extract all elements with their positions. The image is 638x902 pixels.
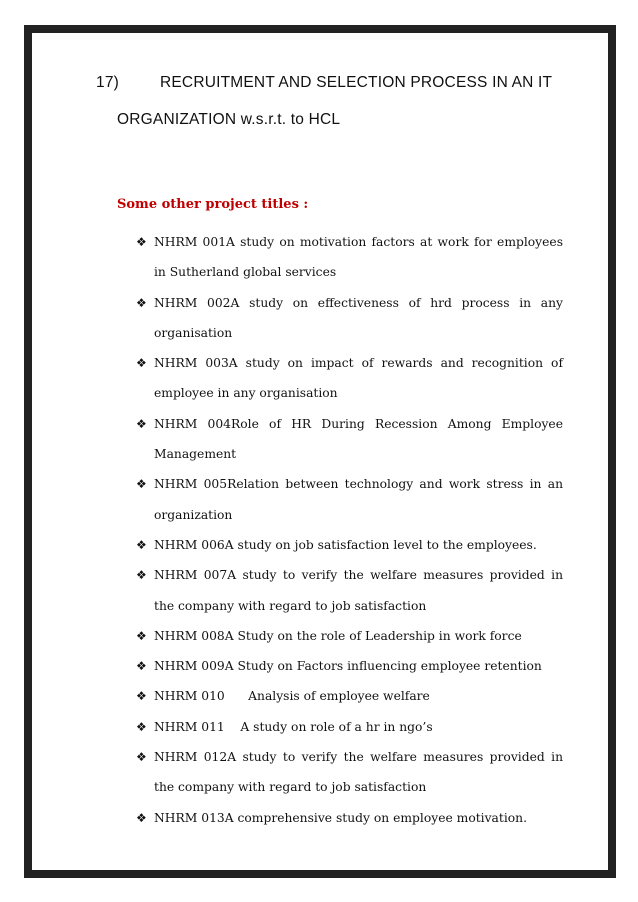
diamond-bullet-icon: ❖ — [136, 568, 147, 583]
project-title-text: NHRM 004Role of HR During Recession Among Employee Management — [154, 416, 563, 462]
diamond-bullet-icon: ❖ — [136, 810, 147, 825]
project-title-text: NHRM 003A study on impact of rewards and recognition of employee in any organisation — [154, 356, 563, 401]
project-title-item — [136, 681, 563, 711]
project-title-text: NHRM 007A study to verify the welfare measures provided in the company with regard to job satisfaction — [154, 568, 563, 613]
diamond-bullet-icon: ❖ — [136, 628, 147, 643]
project-title-item — [136, 742, 563, 803]
diamond-bullet-icon: ❖ — [136, 295, 147, 310]
diamond-bullet-icon: ❖ — [136, 537, 147, 552]
diamond-bullet-icon: ❖ — [136, 356, 147, 371]
diamond-bullet-icon: ❖ — [136, 689, 147, 704]
project-title-text: NHRM 001A study on motivation factors at work for employees in Sutherland global services — [154, 235, 563, 280]
heading-text-1: RECRUITMENT AND SELECTION PROCESS IN AN IT — [160, 74, 553, 91]
project-title-item — [136, 348, 563, 409]
diamond-bullet-icon: ❖ — [136, 659, 147, 674]
project-title-item — [136, 560, 563, 621]
project-title-item — [136, 651, 563, 681]
project-title-item — [136, 530, 563, 560]
project-title-item — [136, 227, 563, 288]
project-title-text: NHRM 011 A study on role of a hr in ngo’s — [154, 719, 433, 734]
diamond-bullet-icon: ❖ — [136, 750, 147, 765]
project-title-text: NHRM 006A study on job satisfaction level to the employees. — [154, 537, 537, 552]
project-title-item — [136, 409, 563, 470]
project-title-text: NHRM 012A study to verify the welfare measures provided in the company with regard to job satisfaction — [154, 750, 563, 795]
project-title-item — [136, 712, 563, 742]
heading-number: 17) — [96, 74, 120, 91]
diamond-bullet-icon: ❖ — [136, 235, 147, 249]
project-title-item — [136, 469, 563, 530]
project-title-text: NHRM 009A Study on Factors influencing employee retention — [154, 659, 542, 674]
project-title-text: NHRM 010 Analysis of employee welfare — [154, 689, 430, 704]
diamond-bullet-icon: ❖ — [136, 719, 147, 734]
project-titles-list — [136, 227, 563, 833]
project-title-item — [136, 621, 563, 651]
project-title-text: NHRM 008A Study on the role of Leadership in work force — [154, 628, 522, 643]
diamond-bullet-icon: ❖ — [136, 477, 147, 492]
heading-line-1 — [96, 74, 566, 92]
project-title-item — [136, 288, 563, 349]
heading-line-2: ORGANIZATION w.s.r.t. to HCL — [117, 111, 341, 128]
project-titles-subheading: Some other project titles : — [117, 197, 309, 212]
project-title-text: NHRM 013A comprehensive study on employee motivation. — [154, 810, 527, 825]
diamond-bullet-icon: ❖ — [136, 416, 147, 431]
project-title-item — [136, 803, 563, 833]
project-title-text: NHRM 002A study on effectiveness of hrd process in any organisation — [154, 295, 563, 340]
section-heading — [96, 74, 566, 129]
project-title-text: NHRM 005Relation between technology and work stress in an organization — [154, 477, 563, 522]
